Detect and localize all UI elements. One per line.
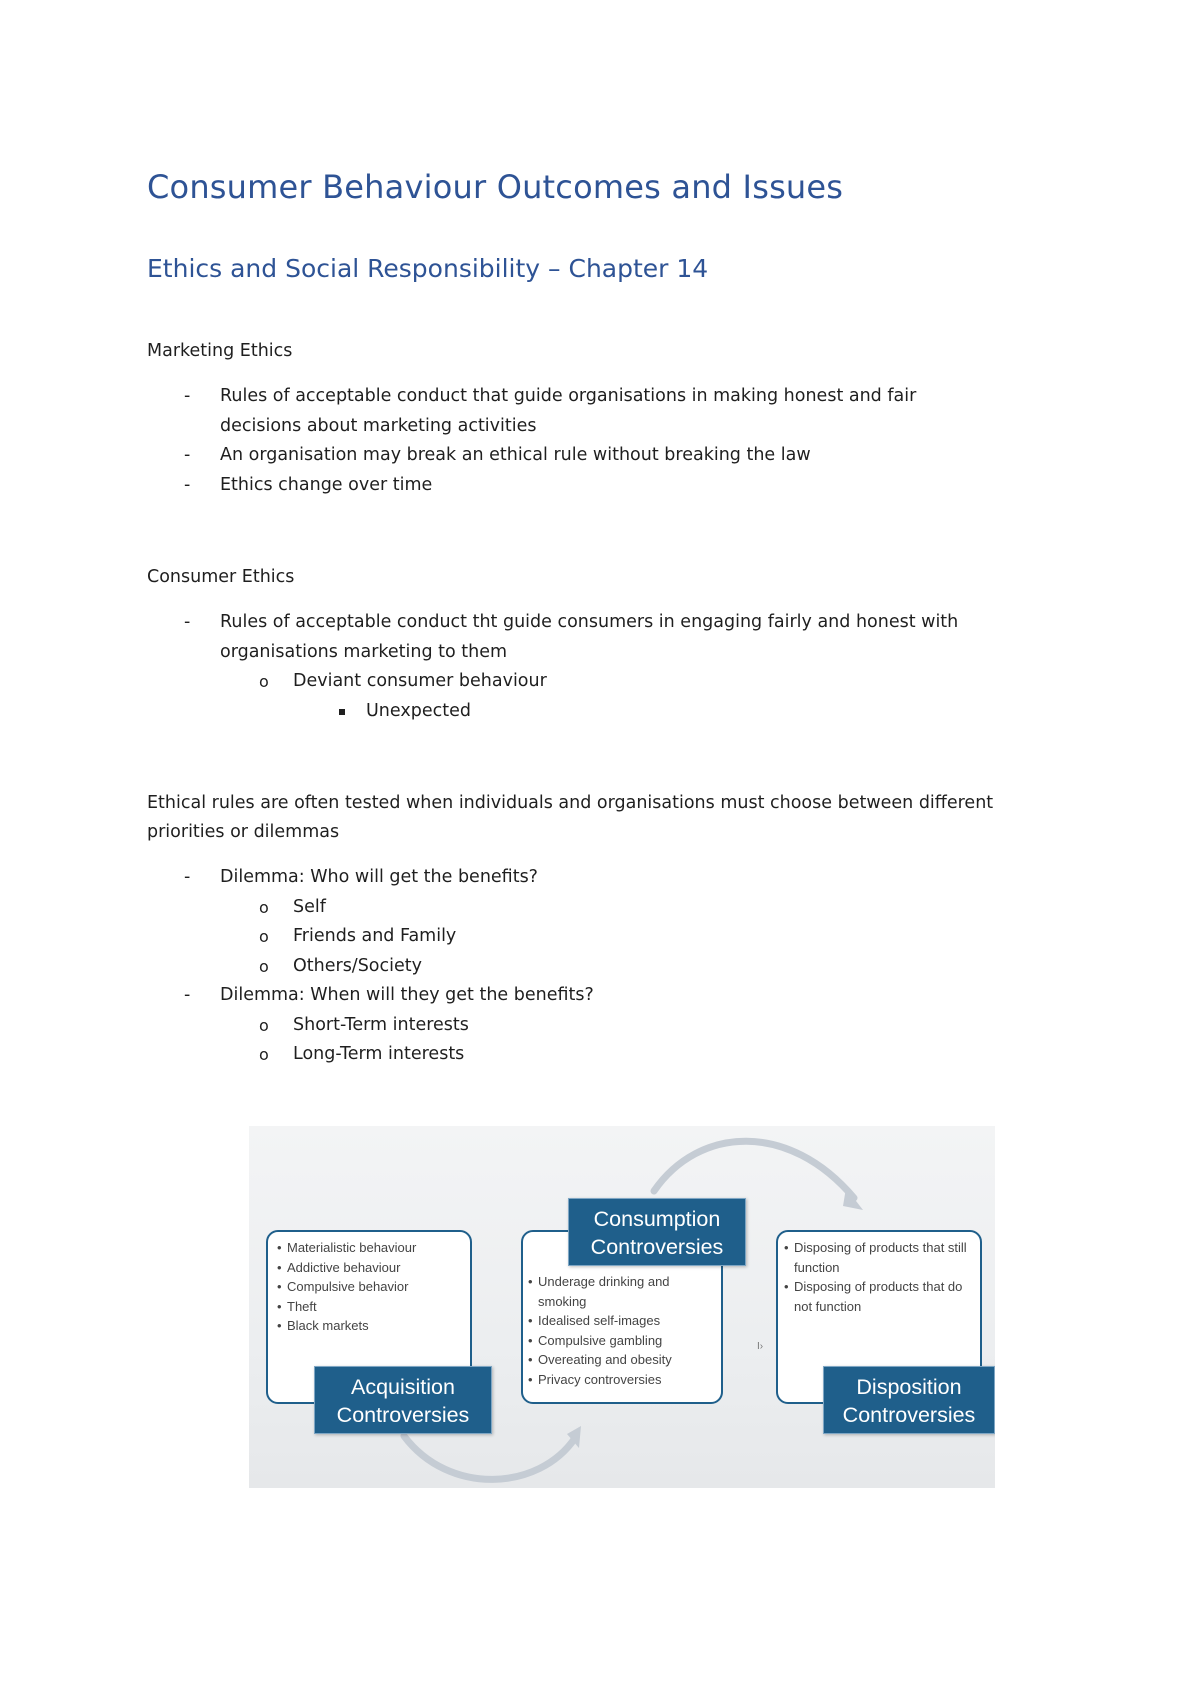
top-arrow-head	[843, 1188, 863, 1210]
circle-marker: o	[259, 956, 269, 976]
list-item: - Rules of acceptable conduct tht guide consumers in engaging fairly and honest with organisations marketing to them	[147, 608, 1047, 667]
list-item: - Ethics change over time	[147, 471, 1047, 501]
disposition-label: Disposition Controversies	[823, 1366, 995, 1434]
dash-marker: -	[184, 612, 191, 632]
list-item: - An organisation may break an ethical rule without breaking the law	[147, 441, 1047, 471]
disposition-bullets	[784, 1238, 970, 1316]
list-item: o Others/Society	[147, 952, 1047, 982]
marketing-ethics-heading: Marketing Ethics	[147, 341, 293, 361]
marketing-ethics-list	[147, 382, 1047, 500]
list-item: Unexpected	[147, 697, 1047, 727]
list-item: • Underage drinking and smoking	[528, 1272, 718, 1311]
circle-marker: o	[259, 1015, 269, 1035]
list-item: • Disposing of products that still function	[784, 1238, 970, 1277]
list-item: - Rules of acceptable conduct that guide organisations in making honest and fair decisions about marketing activities	[147, 382, 1047, 441]
list-item: o Self	[147, 893, 1047, 923]
dash-marker: -	[184, 474, 191, 495]
consumption-label: Consumption Controversies	[568, 1198, 746, 1266]
ethical-rules-intro: Ethical rules are often tested when individuals and organisations must choose between different priorities or dilemmas	[147, 793, 994, 842]
list-item: • Black markets	[277, 1316, 467, 1336]
dash-marker: -	[184, 386, 191, 406]
list-item: • Compulsive gambling	[528, 1331, 718, 1351]
list-item: o Long-Term interests	[147, 1040, 1047, 1070]
dilemma-list	[147, 863, 1047, 1070]
list-item: • Idealised self-images	[528, 1311, 718, 1331]
circle-marker: o	[259, 897, 269, 917]
top-arrow	[654, 1141, 854, 1198]
list-item: • Disposing of products that do not function	[784, 1277, 970, 1316]
consumption-bullets	[528, 1272, 718, 1389]
cursor-glyph: I›	[757, 1341, 764, 1352]
list-item: - Dilemma: When will they get the benefits?	[147, 981, 1047, 1011]
list-item: • Overeating and obesity	[528, 1350, 718, 1370]
list-item: o Short-Term interests	[147, 1011, 1047, 1041]
list-item: - Dilemma: Who will get the benefits?	[147, 863, 1047, 893]
list-item: • Compulsive behavior	[277, 1277, 467, 1297]
dash-marker: -	[184, 445, 191, 465]
controversies-diagram	[249, 1126, 995, 1488]
list-item: • Materialistic behaviour	[277, 1238, 467, 1258]
acquisition-label: Acquisition Controversies	[314, 1366, 492, 1434]
dash-marker: -	[184, 867, 191, 887]
dash-marker: -	[184, 985, 191, 1005]
section-heading: Ethics and Social Responsibility – Chapter 14	[147, 254, 709, 283]
list-item: o Deviant consumer behaviour	[147, 667, 1047, 697]
bottom-arrow	[404, 1436, 575, 1479]
list-item: o Friends and Family	[147, 922, 1047, 952]
circle-marker: o	[259, 927, 269, 946]
circle-marker: o	[259, 672, 269, 691]
page-title: Consumer Behaviour Outcomes and Issues	[147, 168, 844, 206]
circle-marker: o	[259, 1045, 269, 1064]
consumer-ethics-list	[147, 608, 1047, 726]
list-item: • Privacy controversies	[528, 1370, 718, 1390]
acquisition-bullets	[277, 1238, 467, 1336]
square-bullet-icon	[339, 709, 345, 715]
list-item: • Addictive behaviour	[277, 1258, 467, 1278]
list-item: • Theft	[277, 1297, 467, 1317]
consumer-ethics-heading: Consumer Ethics	[147, 567, 295, 587]
